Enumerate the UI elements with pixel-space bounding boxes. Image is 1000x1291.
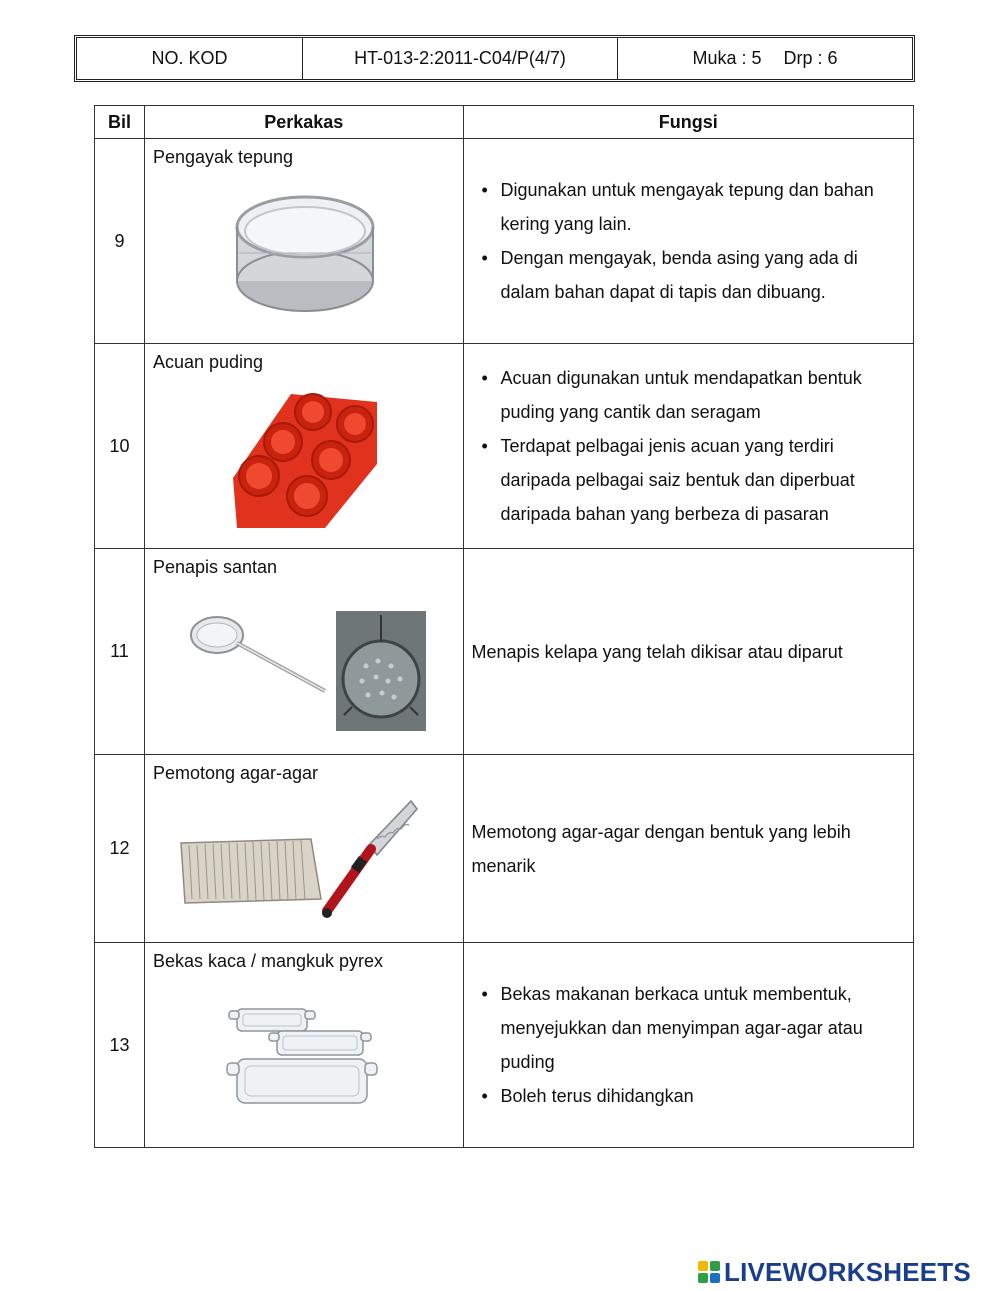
function-item: • Digunakan untuk mengayak tepung dan bahan kering yang lain. [472,173,905,241]
tool-name: Bekas kaca / mangkuk pyrex [152,951,384,971]
function-cell [463,755,913,943]
row-number: 13 [95,943,145,1148]
equipment-table [94,105,914,1148]
tool-name: Pengayak tepung [152,147,294,167]
page-total: Drp : 6 [783,48,838,68]
flour-sifter-illustration [233,187,377,315]
function-text: Menapis kelapa yang telah dikisar atau diparut [471,641,843,662]
column-header-perkakas: Perkakas [144,106,463,139]
function-item: • Bekas makanan berkaca untuk membentuk, menyejukkan dan menyimpan agar-agar atau puding [472,977,905,1079]
tool-name: Acuan puding [152,352,264,372]
row-number: 11 [95,549,145,755]
document-code-header [74,35,915,82]
table-header-row [95,106,914,139]
tool-cell [144,139,463,344]
function-list [472,977,905,1113]
function-list [472,173,905,309]
column-header-bil: Bil [95,106,145,139]
code-label: NO. KOD [77,38,303,79]
tool-cell [144,943,463,1148]
page-info [618,38,912,79]
pudding-mould-illustration [231,388,377,528]
code-value: HT-013-2:2011-C04/P(4/7) [303,38,618,79]
function-cell [463,139,913,344]
tool-name: Penapis santan [152,557,278,577]
logo-text: LIVEWORKSHEETS [724,1256,971,1287]
comb-cutter-illustration [179,837,323,907]
mesh-strainer-illustration [189,613,329,697]
table-row [95,755,914,943]
function-cell [463,943,913,1148]
perforated-strainer-illustration [336,611,426,731]
function-item: • Terdapat pelbagai jenis acuan yang terdiri daripada pelbagai saiz bentuk dan diperbuat daripada bahan yang berbeza di pasaran [472,429,905,531]
function-list [472,361,905,531]
tool-cell [144,755,463,943]
table-row [95,549,914,755]
table-row [95,943,914,1148]
function-item: • Dengan mengayak, benda asing yang ada di dalam bahan dapat di tapis dan dibuang. [472,241,905,309]
tool-name: Pemotong agar-agar [152,763,319,783]
table-row [95,139,914,344]
tool-cell [144,344,463,549]
glass-dishes-illustration [225,1001,385,1113]
row-number: 9 [95,139,145,344]
function-cell [463,344,913,549]
function-cell [463,549,913,755]
page-number: Muka : 5 [692,48,762,68]
logo-mark-icon [698,1261,720,1283]
liveworksheets-logo [698,1257,971,1287]
column-header-fungsi: Fungsi [463,106,913,139]
function-item: • Boleh terus dihidangkan [472,1079,905,1113]
row-number: 12 [95,755,145,943]
row-number: 10 [95,344,145,549]
tool-cell [144,549,463,755]
table-row [95,344,914,549]
function-text: Memotong agar-agar dengan bentuk yang lebih menarik [471,821,851,876]
crinkle-cutter-illustration [319,799,419,923]
function-item: • Acuan digunakan untuk mendapatkan bentuk puding yang cantik dan seragam [472,361,905,429]
